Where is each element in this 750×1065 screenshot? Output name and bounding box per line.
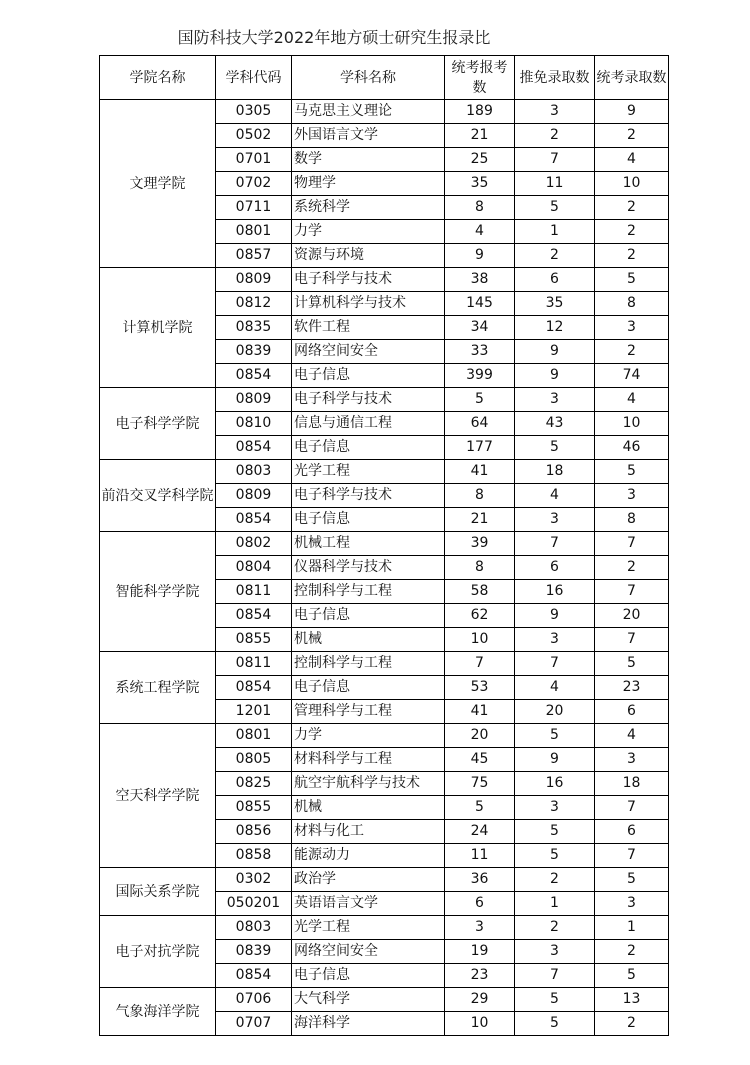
college-name-cell: 空天科学学院 [100,724,216,868]
subject-name-cell: 网络空间安全 [292,940,445,964]
exam-admitted-cell: 18 [595,772,669,796]
subject-name-cell: 电子信息 [292,964,445,988]
recommended-admitted-cell: 3 [515,628,595,652]
exam-admitted-cell: 2 [595,124,669,148]
exam-admitted-cell: 13 [595,988,669,1012]
exam-admitted-cell: 5 [595,964,669,988]
exam-admitted-cell: 2 [595,220,669,244]
exam-applicants-cell: 10 [445,628,515,652]
subject-code-cell: 0855 [216,796,292,820]
admission-ratio-table [99,55,669,1036]
recommended-admitted-cell: 1 [515,220,595,244]
exam-admitted-cell: 2 [595,196,669,220]
exam-admitted-cell: 2 [595,244,669,268]
page-title: 国防科技大学2022年地方硕士研究生报录比 [177,28,491,47]
subject-code-cell: 0701 [216,148,292,172]
table-row [100,988,669,1012]
exam-applicants-cell: 4 [445,220,515,244]
table-row [100,532,669,556]
exam-applicants-cell: 177 [445,436,515,460]
exam-admitted-cell: 3 [595,892,669,916]
subject-name-cell: 电子信息 [292,508,445,532]
subject-name-cell: 电子信息 [292,604,445,628]
subject-code-cell: 0809 [216,484,292,508]
exam-admitted-cell: 6 [595,820,669,844]
header-subject-name: 学科名称 [292,56,445,100]
subject-code-cell: 0809 [216,268,292,292]
subject-name-cell: 力学 [292,220,445,244]
exam-admitted-cell: 3 [595,748,669,772]
subject-name-cell: 电子科学与技术 [292,268,445,292]
subject-name-cell: 数学 [292,148,445,172]
recommended-admitted-cell: 43 [515,412,595,436]
exam-admitted-cell: 5 [595,460,669,484]
subject-code-cell: 0854 [216,364,292,388]
subject-code-cell: 0812 [216,292,292,316]
subject-code-cell: 0809 [216,388,292,412]
table-row [100,100,669,124]
subject-code-cell: 0706 [216,988,292,1012]
college-name-cell: 国际关系学院 [100,868,216,916]
table-row [100,268,669,292]
college-name-cell: 计算机学院 [100,268,216,388]
exam-applicants-cell: 8 [445,556,515,580]
exam-applicants-cell: 9 [445,244,515,268]
subject-code-cell: 0854 [216,508,292,532]
recommended-admitted-cell: 2 [515,916,595,940]
recommended-admitted-cell: 9 [515,364,595,388]
recommended-admitted-cell: 16 [515,772,595,796]
exam-applicants-cell: 11 [445,844,515,868]
exam-applicants-cell: 75 [445,772,515,796]
subject-code-cell: 0855 [216,628,292,652]
subject-name-cell: 电子信息 [292,436,445,460]
college-name-cell: 电子科学学院 [100,388,216,460]
exam-applicants-cell: 20 [445,724,515,748]
exam-applicants-cell: 145 [445,292,515,316]
exam-admitted-cell: 3 [595,316,669,340]
subject-name-cell: 电子信息 [292,364,445,388]
exam-applicants-cell: 33 [445,340,515,364]
subject-code-cell: 0858 [216,844,292,868]
exam-admitted-cell: 3 [595,484,669,508]
exam-admitted-cell: 5 [595,868,669,892]
subject-code-cell: 0839 [216,340,292,364]
subject-code-cell: 0854 [216,436,292,460]
subject-code-cell: 0835 [216,316,292,340]
exam-admitted-cell: 5 [595,268,669,292]
header-college-name: 学院名称 [100,56,216,100]
subject-name-cell: 电子科学与技术 [292,484,445,508]
recommended-admitted-cell: 7 [515,964,595,988]
recommended-admitted-cell: 2 [515,868,595,892]
table-row [100,460,669,484]
subject-code-cell: 0857 [216,244,292,268]
subject-name-cell: 系统科学 [292,196,445,220]
header-subject-code: 学科代码 [216,56,292,100]
table-row [100,868,669,892]
header-row [100,56,669,100]
subject-name-cell: 电子信息 [292,676,445,700]
exam-applicants-cell: 25 [445,148,515,172]
subject-code-cell: 0854 [216,676,292,700]
exam-applicants-cell: 64 [445,412,515,436]
exam-admitted-cell: 2 [595,940,669,964]
college-name-cell: 智能科学学院 [100,532,216,652]
exam-admitted-cell: 2 [595,340,669,364]
exam-admitted-cell: 4 [595,724,669,748]
exam-applicants-cell: 21 [445,508,515,532]
subject-name-cell: 管理科学与工程 [292,700,445,724]
subject-code-cell: 0825 [216,772,292,796]
exam-admitted-cell: 7 [595,844,669,868]
exam-applicants-cell: 41 [445,700,515,724]
exam-applicants-cell: 23 [445,964,515,988]
table-row [100,388,669,412]
subject-name-cell: 英语语言文学 [292,892,445,916]
subject-code-cell: 0803 [216,460,292,484]
recommended-admitted-cell: 5 [515,724,595,748]
exam-applicants-cell: 36 [445,868,515,892]
subject-code-cell: 0802 [216,532,292,556]
subject-code-cell: 0811 [216,652,292,676]
subject-name-cell: 大气科学 [292,988,445,1012]
exam-applicants-cell: 62 [445,604,515,628]
subject-name-cell: 资源与环境 [292,244,445,268]
subject-name-cell: 外国语言文学 [292,124,445,148]
recommended-admitted-cell: 4 [515,676,595,700]
exam-applicants-cell: 53 [445,676,515,700]
exam-admitted-cell: 20 [595,604,669,628]
exam-admitted-cell: 6 [595,700,669,724]
exam-applicants-cell: 6 [445,892,515,916]
recommended-admitted-cell: 2 [515,244,595,268]
recommended-admitted-cell: 7 [515,652,595,676]
subject-code-cell: 0302 [216,868,292,892]
recommended-admitted-cell: 18 [515,460,595,484]
subject-name-cell: 政治学 [292,868,445,892]
exam-applicants-cell: 21 [445,124,515,148]
exam-admitted-cell: 8 [595,292,669,316]
recommended-admitted-cell: 3 [515,508,595,532]
subject-name-cell: 光学工程 [292,460,445,484]
header-recommended-admitted: 推免录取数 [515,56,595,100]
header-exam-admitted: 统考录取数 [595,56,669,100]
subject-name-cell: 电子科学与技术 [292,388,445,412]
recommended-admitted-cell: 6 [515,268,595,292]
subject-name-cell: 机械工程 [292,532,445,556]
exam-applicants-cell: 8 [445,484,515,508]
recommended-admitted-cell: 1 [515,892,595,916]
exam-admitted-cell: 23 [595,676,669,700]
recommended-admitted-cell: 3 [515,796,595,820]
subject-name-cell: 机械 [292,796,445,820]
exam-applicants-cell: 5 [445,796,515,820]
exam-admitted-cell: 7 [595,580,669,604]
subject-code-cell: 1201 [216,700,292,724]
subject-name-cell: 控制科学与工程 [292,580,445,604]
subject-code-cell: 0711 [216,196,292,220]
exam-applicants-cell: 24 [445,820,515,844]
subject-code-cell: 0854 [216,604,292,628]
recommended-admitted-cell: 5 [515,988,595,1012]
exam-admitted-cell: 7 [595,796,669,820]
subject-code-cell: 0856 [216,820,292,844]
table-row [100,724,669,748]
exam-admitted-cell: 7 [595,628,669,652]
recommended-admitted-cell: 5 [515,820,595,844]
table-row [100,916,669,940]
recommended-admitted-cell: 12 [515,316,595,340]
exam-admitted-cell: 7 [595,532,669,556]
subject-code-cell: 0810 [216,412,292,436]
recommended-admitted-cell: 16 [515,580,595,604]
recommended-admitted-cell: 6 [515,556,595,580]
subject-name-cell: 仪器科学与技术 [292,556,445,580]
subject-code-cell: 0502 [216,124,292,148]
recommended-admitted-cell: 5 [515,196,595,220]
exam-admitted-cell: 10 [595,412,669,436]
exam-applicants-cell: 5 [445,388,515,412]
exam-admitted-cell: 8 [595,508,669,532]
exam-admitted-cell: 4 [595,388,669,412]
exam-admitted-cell: 9 [595,100,669,124]
college-name-cell: 气象海洋学院 [100,988,216,1036]
exam-applicants-cell: 10 [445,1012,515,1036]
recommended-admitted-cell: 3 [515,100,595,124]
exam-applicants-cell: 19 [445,940,515,964]
college-name-cell: 电子对抗学院 [100,916,216,988]
subject-name-cell: 海洋科学 [292,1012,445,1036]
subject-name-cell: 机械 [292,628,445,652]
subject-name-cell: 能源动力 [292,844,445,868]
subject-name-cell: 信息与通信工程 [292,412,445,436]
subject-code-cell: 0801 [216,220,292,244]
exam-admitted-cell: 4 [595,148,669,172]
exam-applicants-cell: 41 [445,460,515,484]
header-exam-applicants: 统考报考数 [445,56,515,100]
recommended-admitted-cell: 20 [515,700,595,724]
subject-code-cell: 0854 [216,964,292,988]
subject-name-cell: 材料科学与工程 [292,748,445,772]
subject-code-cell: 0839 [216,940,292,964]
recommended-admitted-cell: 4 [515,484,595,508]
exam-applicants-cell: 38 [445,268,515,292]
exam-admitted-cell: 1 [595,916,669,940]
subject-name-cell: 力学 [292,724,445,748]
exam-applicants-cell: 3 [445,916,515,940]
college-name-cell: 前沿交叉学科学院 [100,460,216,532]
recommended-admitted-cell: 9 [515,604,595,628]
subject-name-cell: 软件工程 [292,316,445,340]
exam-admitted-cell: 2 [595,1012,669,1036]
exam-applicants-cell: 35 [445,172,515,196]
exam-applicants-cell: 29 [445,988,515,1012]
recommended-admitted-cell: 3 [515,388,595,412]
subject-code-cell: 0805 [216,748,292,772]
exam-admitted-cell: 2 [595,556,669,580]
recommended-admitted-cell: 9 [515,748,595,772]
exam-applicants-cell: 39 [445,532,515,556]
exam-applicants-cell: 58 [445,580,515,604]
exam-admitted-cell: 10 [595,172,669,196]
subject-name-cell: 物理学 [292,172,445,196]
subject-code-cell: 0702 [216,172,292,196]
subject-name-cell: 控制科学与工程 [292,652,445,676]
recommended-admitted-cell: 7 [515,148,595,172]
subject-name-cell: 网络空间安全 [292,340,445,364]
subject-name-cell: 马克思主义理论 [292,100,445,124]
recommended-admitted-cell: 11 [515,172,595,196]
exam-applicants-cell: 399 [445,364,515,388]
subject-code-cell: 0305 [216,100,292,124]
exam-admitted-cell: 74 [595,364,669,388]
subject-name-cell: 光学工程 [292,916,445,940]
exam-admitted-cell: 5 [595,652,669,676]
recommended-admitted-cell: 9 [515,340,595,364]
subject-code-cell: 0803 [216,916,292,940]
recommended-admitted-cell: 3 [515,940,595,964]
exam-applicants-cell: 7 [445,652,515,676]
exam-applicants-cell: 8 [445,196,515,220]
subject-code-cell: 0804 [216,556,292,580]
exam-applicants-cell: 34 [445,316,515,340]
exam-admitted-cell: 46 [595,436,669,460]
subject-code-cell: 050201 [216,892,292,916]
recommended-admitted-cell: 5 [515,436,595,460]
subject-code-cell: 0707 [216,1012,292,1036]
recommended-admitted-cell: 2 [515,124,595,148]
table-row [100,652,669,676]
college-name-cell: 系统工程学院 [100,652,216,724]
subject-name-cell: 航空宇航科学与技术 [292,772,445,796]
college-name-cell: 文理学院 [100,100,216,268]
exam-applicants-cell: 189 [445,100,515,124]
recommended-admitted-cell: 35 [515,292,595,316]
table-body [100,100,669,1036]
recommended-admitted-cell: 7 [515,532,595,556]
subject-code-cell: 0801 [216,724,292,748]
exam-applicants-cell: 45 [445,748,515,772]
subject-code-cell: 0811 [216,580,292,604]
recommended-admitted-cell: 5 [515,844,595,868]
subject-name-cell: 计算机科学与技术 [292,292,445,316]
subject-name-cell: 材料与化工 [292,820,445,844]
recommended-admitted-cell: 5 [515,1012,595,1036]
